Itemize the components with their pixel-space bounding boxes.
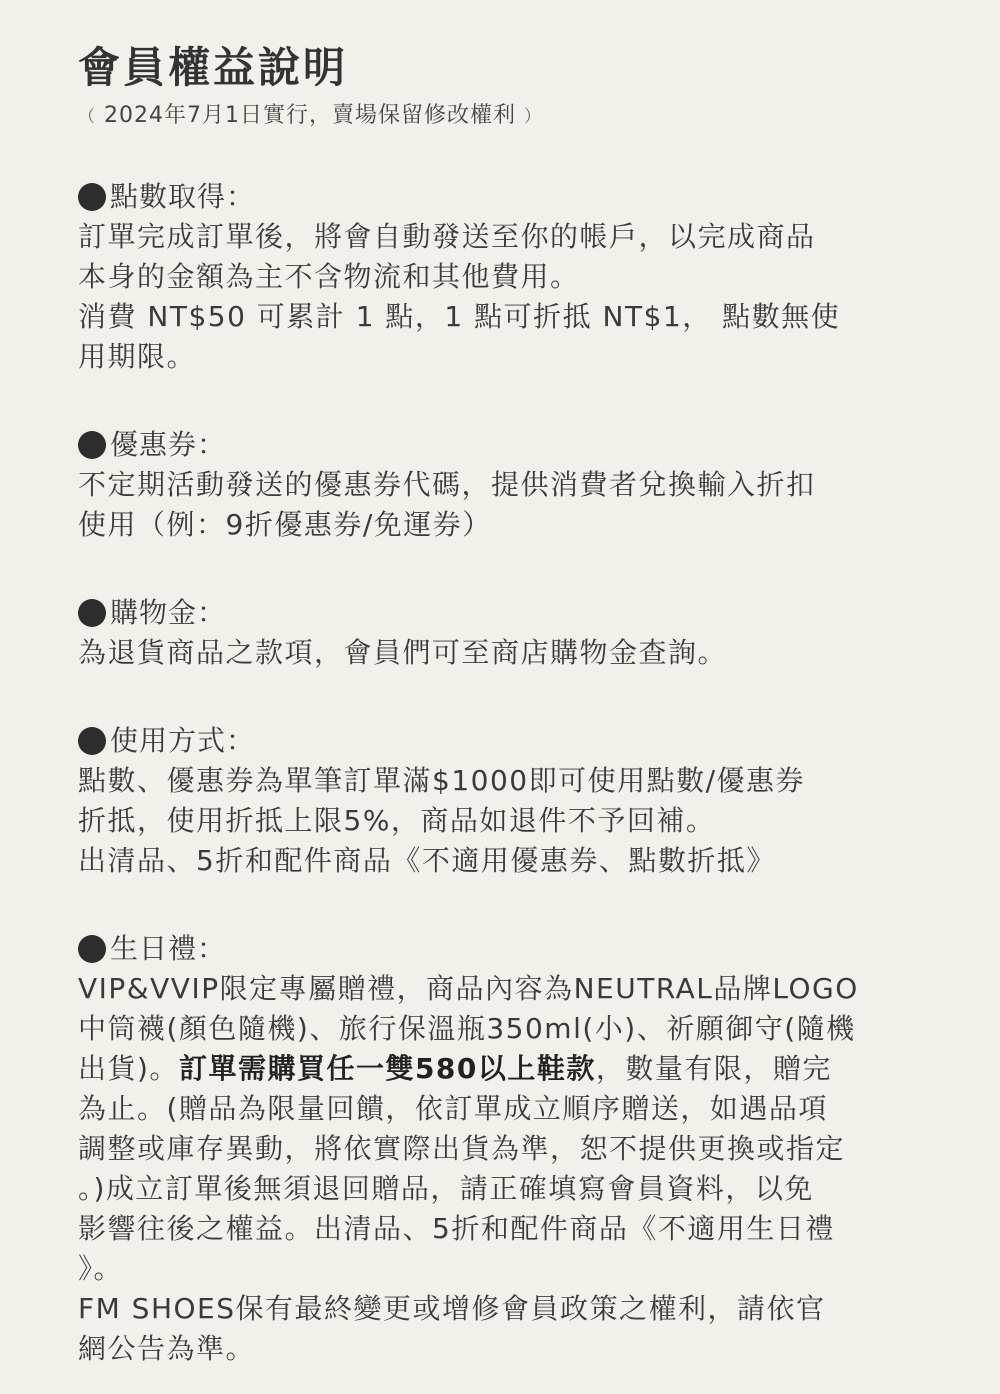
usage-line: 折抵，使用折抵上限5%，商品如退件不予回補。 — [78, 804, 716, 837]
bullet-icon — [78, 183, 106, 211]
birthday-gift-line: 中筒襪(顏色隨機)、旅行保溫瓶350ml(小)、祈願御守(隨機 — [78, 1012, 856, 1045]
coupon-heading — [78, 425, 930, 465]
page-title: 會員權益說明 — [78, 43, 349, 92]
points-line: 訂單完成訂單後，將會自動發送至你的帳戶，以完成商品 — [78, 220, 816, 253]
bullet-icon — [78, 935, 106, 963]
coupon-line: 使用（例：9折優惠券/免運券） — [78, 508, 492, 541]
usage-heading — [78, 721, 930, 761]
usage-line: 出清品、5折和配件商品《不適用優惠券、點數折抵》 — [78, 844, 776, 877]
usage-heading-text: 使用方式： — [110, 724, 256, 757]
policy-line: FM SHOES保有最終變更或增修會員政策之權利，請依官 — [78, 1292, 826, 1325]
birthday-gift-line: VIP&VVIP限定專屬贈禮，商品內容為NEUTRAL品牌LOGO — [78, 972, 859, 1005]
points-line: 用期限。 — [78, 340, 197, 373]
policy-line: 網公告為準。 — [78, 1332, 256, 1365]
birthday-gift-line: 影響往後之權益。出清品、5折和配件商品《不適用生日禮 — [78, 1212, 835, 1245]
effective-date-note — [78, 100, 930, 133]
birthday-gift-line: 》。 — [78, 1252, 124, 1285]
effective-date-text: 2024年7月1日實行，賣場保留修改權利 — [96, 103, 524, 128]
shopping-credit-line: 為退貨商品之款項，會員們可至商店購物金查詢。 — [78, 636, 728, 669]
shopping-credit-section — [78, 593, 930, 673]
birthday-gift-line: 為止。(贈品為限量回饋，依訂單成立順序贈送，如遇品項 — [78, 1092, 828, 1125]
open-paren: （ — [78, 107, 96, 127]
points-heading — [78, 177, 930, 217]
coupon-line: 不定期活動發送的優惠券代碼，提供消費者兌換輸入折扣 — [78, 468, 816, 501]
purchase-requirement-highlight: 訂單需購買任一雙580以上鞋款 — [178, 1052, 596, 1085]
bullet-icon — [78, 431, 106, 459]
bullet-icon — [78, 599, 106, 627]
usage-section — [78, 721, 930, 881]
policy-note — [78, 1289, 930, 1369]
points-line: 消費 NT$50 可累計 1 點，1 點可折抵 NT$1， 點數無使 — [78, 300, 841, 333]
coupon-section — [78, 425, 930, 545]
usage-line: 點數、優惠券為單筆訂單滿$1000即可使用點數/優惠券 — [78, 764, 806, 797]
birthday-gift-text: ，數量有限，贈完 — [595, 1052, 832, 1085]
birthday-gift-line: 。)成立訂單後無須退回贈品，請正確填寫會員資料，以免 — [78, 1172, 814, 1205]
shopping-credit-heading-text: 購物金： — [110, 596, 227, 629]
points-section — [78, 177, 930, 377]
points-line: 本身的金額為主不含物流和其他費用。 — [78, 260, 580, 293]
points-heading-text: 點數取得： — [110, 180, 256, 213]
birthday-gift-heading — [78, 929, 930, 969]
coupon-heading-text: 優惠券： — [110, 428, 227, 461]
birthday-gift-line — [78, 1049, 930, 1089]
bullet-icon — [78, 727, 106, 755]
birthday-gift-line: 調整或庫存異動，將依實際出貨為準，恕不提供更換或指定 — [78, 1132, 846, 1165]
birthday-gift-heading-text: 生日禮： — [110, 932, 227, 965]
shopping-credit-heading — [78, 593, 930, 633]
birthday-gift-text: 出貨)。 — [78, 1052, 179, 1085]
close-paren: ） — [523, 107, 542, 127]
birthday-gift-section — [78, 929, 930, 1289]
